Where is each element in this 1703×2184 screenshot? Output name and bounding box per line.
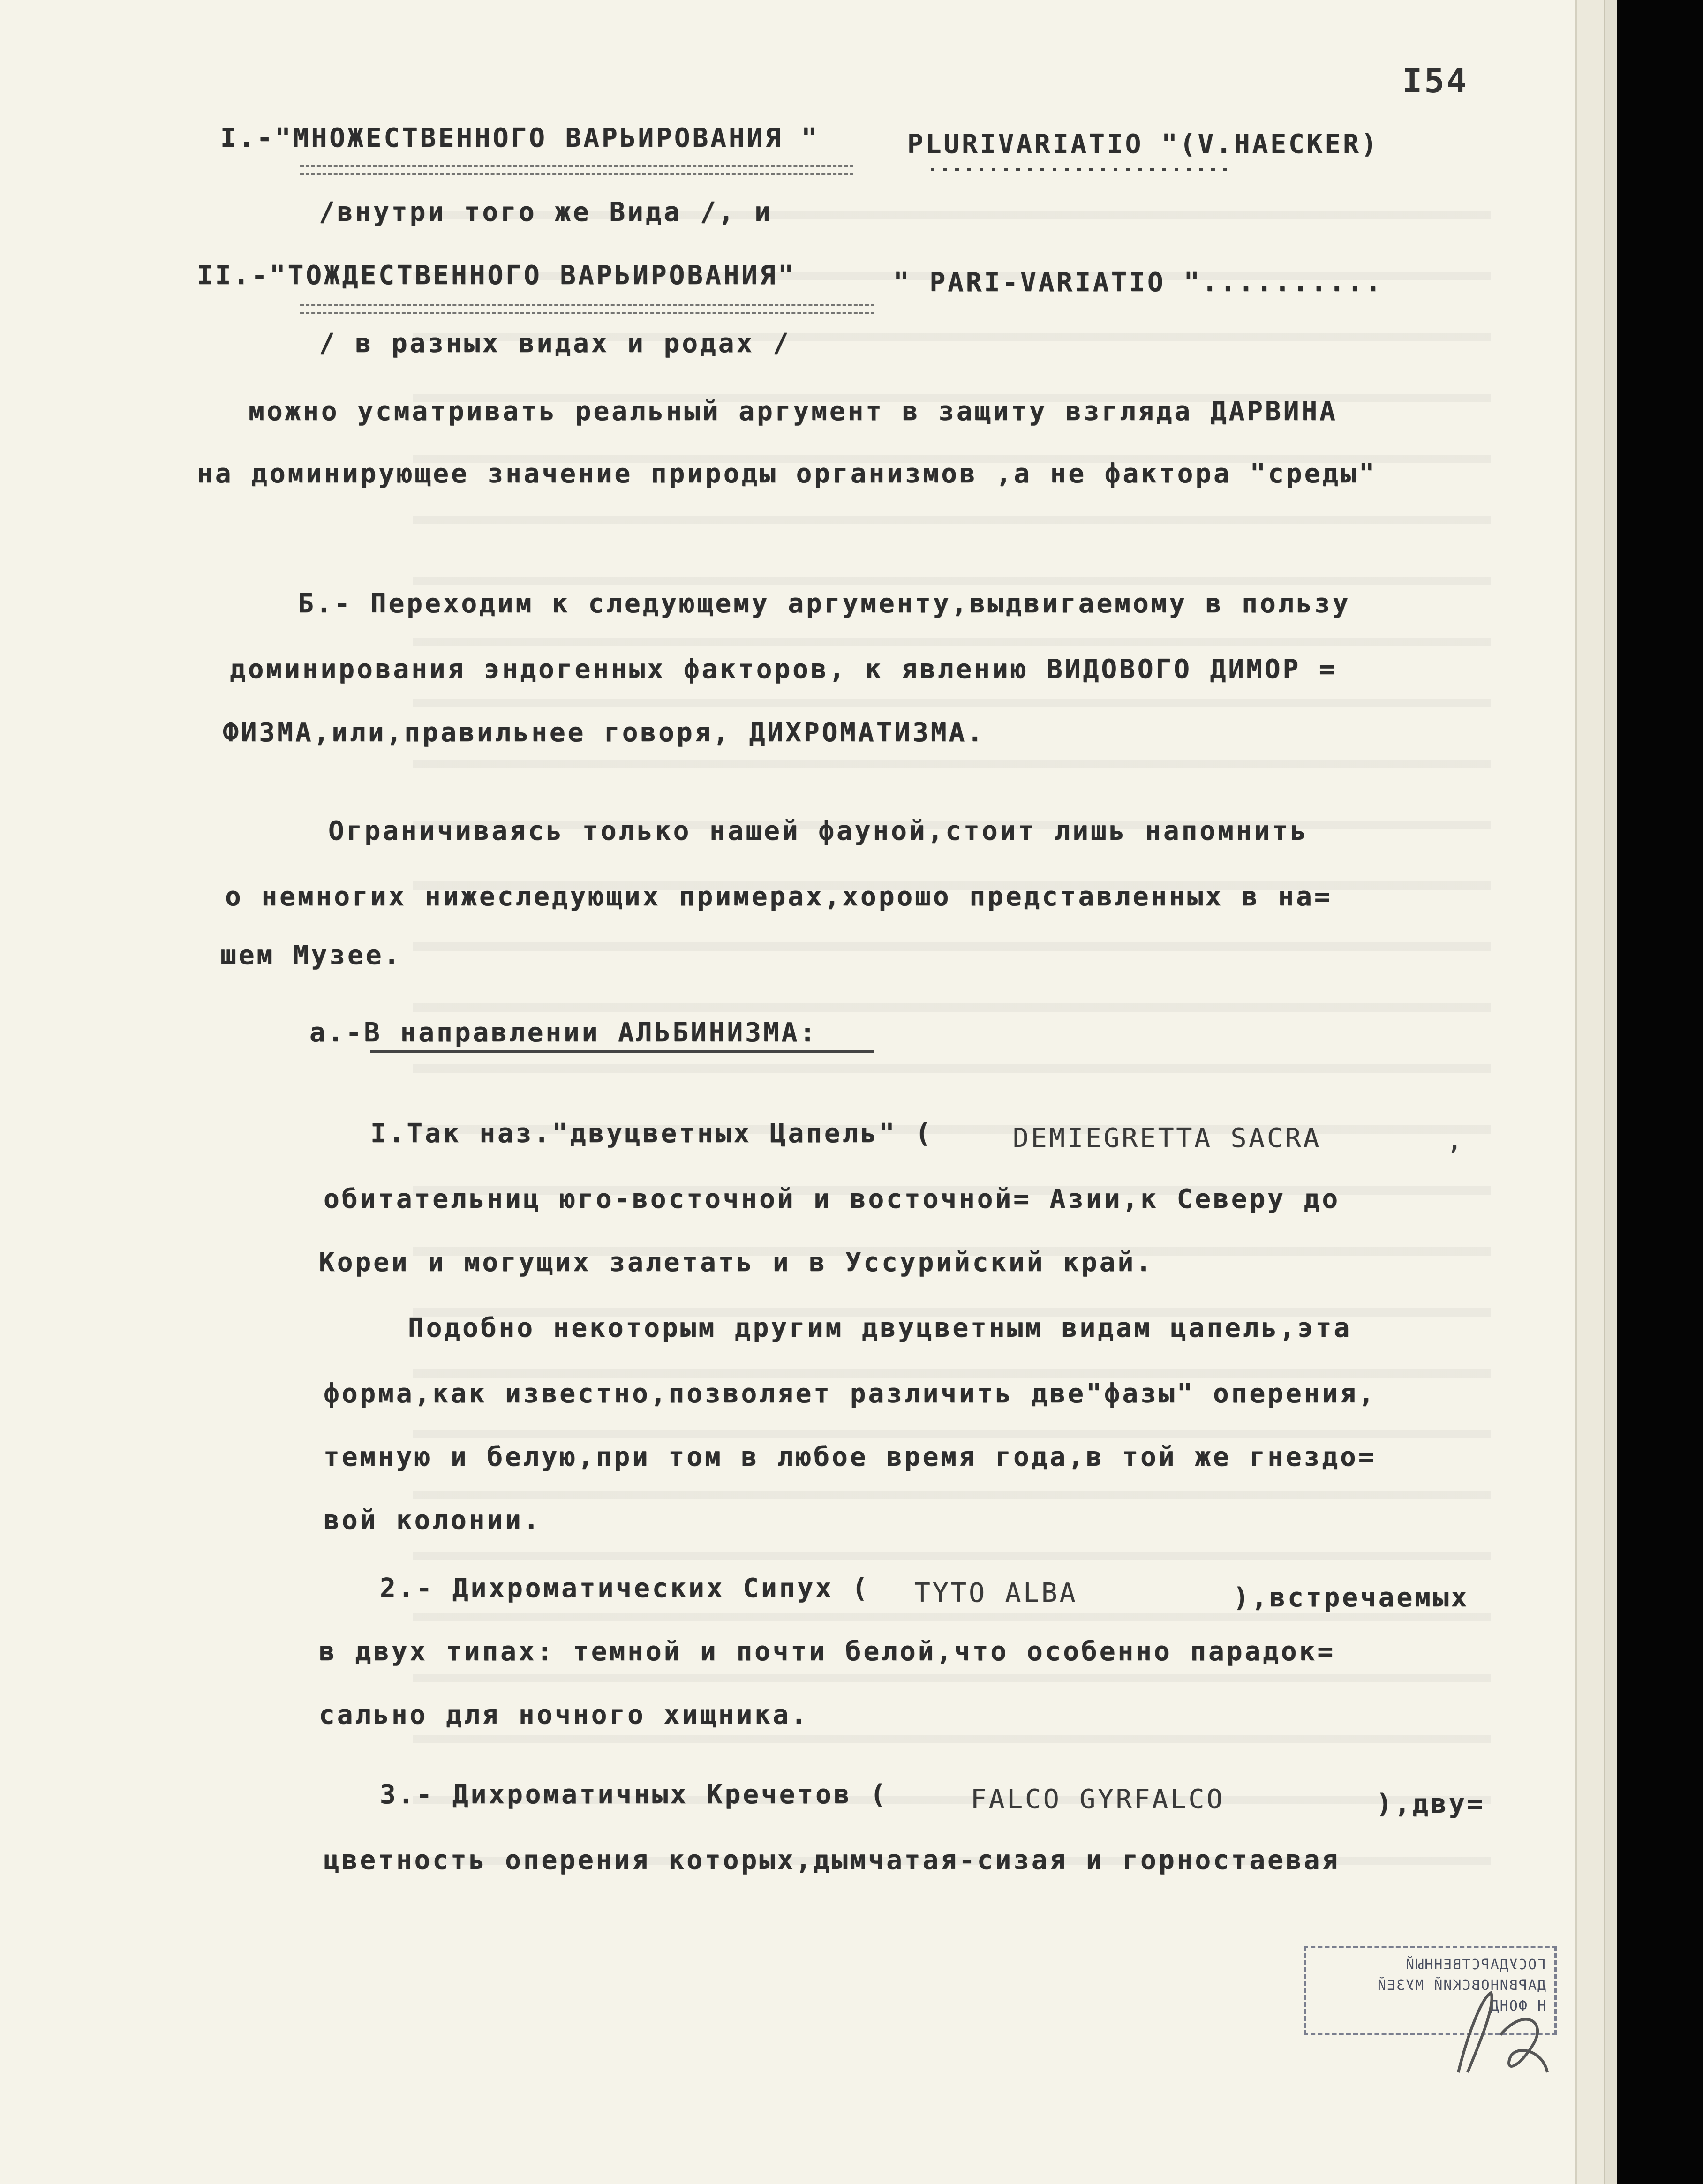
- line-10: Ограничиваясь только нашей фауной,стоит лишь напомнить: [328, 816, 1309, 846]
- stamp-line-3: Н ФОНД: [1489, 1998, 1546, 2014]
- line-18: форма,как известно,позволяет различить две"фазы" оперения,: [324, 1378, 1377, 1409]
- line-14-russian: I.Так наз."двуцветных Цапель" (: [370, 1118, 934, 1149]
- stamp-line-2: ДАРВИНОВСКИЙ МУЗЕЙ: [1376, 1977, 1546, 1994]
- line-19: темную и белую,при том в любое время года,в той же гнездо=: [324, 1442, 1377, 1472]
- line-14-latin: DEMIEGRETTA SACRA: [1013, 1123, 1322, 1153]
- section-a-underline: [370, 1050, 874, 1053]
- handwritten-sheet-number: [1439, 1979, 1561, 2086]
- section-a-heading: а.-В направлении АЛЬБИНИЗМА:: [309, 1017, 818, 1048]
- scan-background: [1617, 0, 1703, 2184]
- dotted-underline-plurivariatio: [931, 168, 1231, 171]
- line-17: Подобно некоторым другим двуцветным видам цапель,эта: [408, 1313, 1352, 1343]
- line-7: Б.- Переходим к следующему аргументу,выдвигаемому в пользу: [298, 588, 1351, 619]
- line-24-russian: 3.- Дихроматичных Кречетов (: [380, 1779, 889, 1810]
- line-25: цветность оперения которых,дымчатая-сизая и горностаевая: [324, 1845, 1341, 1875]
- line-2: /внутри того же Вида /, и: [319, 197, 773, 227]
- line-24-end: ),дву=: [1376, 1789, 1485, 1819]
- line-22: в двух типах: темной и почти белой,что особенно парадок=: [319, 1636, 1336, 1667]
- line-3-russian: II.-"ТОЖДЕСТВЕННОГО ВАРЬИРОВАНИЯ": [197, 260, 796, 291]
- line-21-russian: 2.- Дихроматических Сипух (: [380, 1573, 870, 1604]
- line-23: сально для ночного хищника.: [319, 1700, 809, 1730]
- line-6: на доминирующее значение природы организмов ,а не фактора "среды": [197, 459, 1377, 489]
- line-1-russian: I.-"МНОЖЕСТВЕННОГО ВАРЬИРОВАНИЯ ": [220, 123, 820, 153]
- line-20: вой колонии.: [324, 1505, 542, 1536]
- underline-multiple-variation: [300, 165, 853, 175]
- line-14-comma: ,: [1447, 1125, 1465, 1156]
- line-1-latin: PLURIVARIATIO "(V.HAECKER): [907, 129, 1379, 159]
- underlying-page-edge-2: [1604, 0, 1618, 2184]
- line-9: ФИЗМА,или,правильнее говоря, ДИХРОМАТИЗМА.: [223, 717, 986, 748]
- line-11: о немногих нижеследующих примерах,хорошо представленных в на=: [225, 881, 1333, 912]
- line-24-latin: FALCO GYRFALCO: [971, 1784, 1225, 1815]
- line-4: / в разных видах и родах /: [319, 328, 791, 359]
- line-5: можно усматривать реальный аргумент в защиту взгляда ДАРВИНА: [249, 396, 1338, 427]
- line-21-end: ),встречаемых: [1233, 1582, 1469, 1613]
- line-3-latin: " PARI-VARIATIO "..........: [893, 267, 1384, 298]
- page-number: I54: [1402, 61, 1469, 100]
- line-16: Кореи и могущих залетать и в Уссурийский край.: [319, 1247, 1154, 1278]
- line-21-latin: TYTO ALBA: [914, 1578, 1078, 1608]
- stamp-line-1: ГОСУДАРСТВЕННЫЙ: [1405, 1957, 1546, 1973]
- line-12: шем Музее.: [220, 940, 402, 971]
- line-8: доминирования эндогенных факторов, к явлению ВИДОВОГО ДИМОР =: [230, 654, 1337, 685]
- underline-identical-variation: [300, 304, 874, 314]
- line-15: обитательниц юго-восточной и восточной= Азии,к Северу до: [324, 1184, 1341, 1214]
